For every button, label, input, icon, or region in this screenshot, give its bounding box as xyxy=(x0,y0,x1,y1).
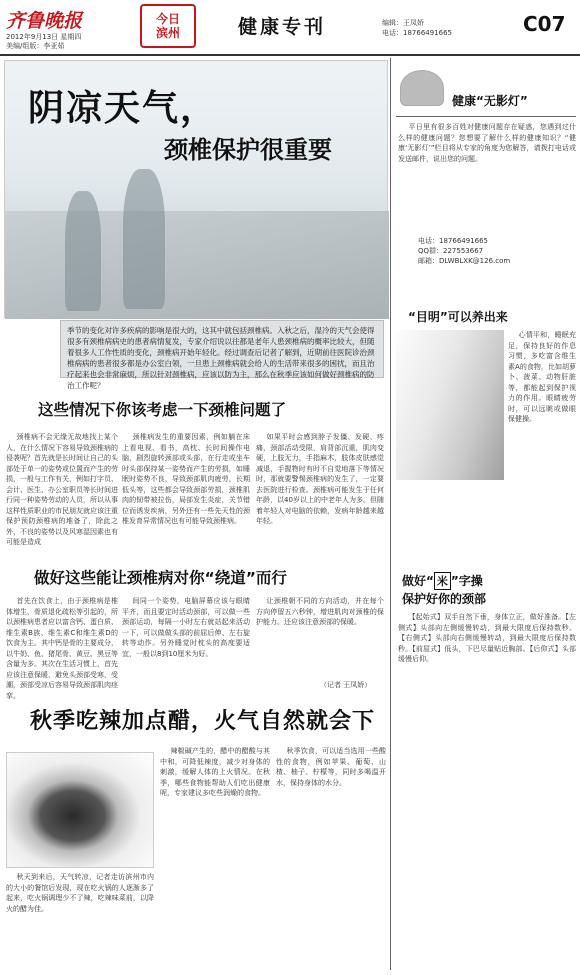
section2-signoff: （记者 王凤娇） xyxy=(320,681,372,689)
box3-text: 【起始式】双手自然下垂，身体立正，做好准备。【左侧式】头部向左侧缓慢转动，到最大限度后保持数秒。【右侧式】头部向右侧缓慢转动，到最大限度后保持数秒。【前屈式】低头，下巴尽量贴近胸部。【后仰式】头部缓慢后仰。 xyxy=(398,613,576,663)
section1-col3: 如果平时会感到脖子发僵、发硬、疼痛，颈部活动受限，肩背部沉重，肌肉变硬，上肢无力，手指麻木，肢体皮肤感觉减退，手握物时有时不自觉地落下等情况时，那就要警惕颈椎病的发生了，一定要去医院进行检查。颈椎病可能发生于任何年龄，以40岁以上的中老年人为多。但随着年轻人对电脑的依赖，发病年龄越来越年轻。 xyxy=(256,433,384,525)
date-text: 2012年9月13日 星期四 xyxy=(6,33,82,41)
section3-col1: 秋天到来后，天气转凉，记者走访滨州市内的大小的餐馆后发现，现在吃火锅的人逐渐多了起来，吃火锅调理少不了辣，吃辣味菜前，以降火的醋为佳。 xyxy=(6,873,154,913)
box1-text: 平日里有很多百姓对健康问题存在疑惑，您遇到过什么样的健康问题？您想要了解什么样的健康知识？“健康‘无影灯’”栏目将从专家的角度为您解答，请拨打电话或发送邮件，说出您的问题。 xyxy=(398,123,576,163)
section-title: 健康专刊 xyxy=(238,16,327,38)
section2-col3: 让颈椎朝不同的方向活动，并在每个方向停留五六秒钟，增进肌肉对颈椎的保护能力。还应该注意颈部的保暖。 xyxy=(256,597,384,626)
header-divider xyxy=(0,54,580,56)
section1-col2: 颈椎病发生的重要因素，例如躺在床上看电视、看书，高枕、长时间操作电脑，剧烈旋转颈部或头部，在行走或坐车时头部保持某一姿势而产生的劳损，如睡眠时姿势不良，导致颈部肌肉疲劳，长期低头等，这些都会导致颈部劳损，颈椎肌肉的韧带被拉伤，局部发生炎症，关节错位而诱发疾病，另外还有一些先天性的颈椎发育异常情况也有可能导致颈椎病。 xyxy=(122,433,250,525)
editor-name: 编辑：王凤娇 xyxy=(382,19,424,27)
editor-phone: 电话：18766491665 xyxy=(382,29,452,37)
box1-phone: 电话：18766491665 xyxy=(418,237,488,245)
seal-line2: 滨州 xyxy=(155,26,180,40)
vinegar-photo xyxy=(6,752,154,868)
section2-col2: 间同一个姿势，电脑屏幕应该与眼睛平齐，而且要定时活动颈部，可以做一些颈部运动，每隔一小时左右就站起来活动一下，可以做做头部的前屈后伸、左右旋转等动作。另外睡觉时枕头的高度要适宜，一般以8到10厘米为好。 xyxy=(122,597,250,658)
box1-mail: 邮箱：DLWBLXK@126.com xyxy=(418,257,511,265)
box1-qq: QQ群：227553667 xyxy=(418,247,484,255)
issue-date xyxy=(6,33,81,51)
column-divider xyxy=(390,58,391,970)
box2-text: 心情平和，睡眠充足，保持良好的作息习惯，多吃富含维生素A的食物，比如胡萝卜、菠菜、动物肝脏等，都能起到保护视力的作用。眼睛疲劳时，可以远眺或做眼保健操。 xyxy=(508,331,576,423)
box3-title2: 保护好你的颈部 xyxy=(402,592,487,606)
box3-title xyxy=(402,572,483,590)
section3-col2: 辣椒碱产生的，醋中的醋酸与其中和，可降低辣度，减少对身体的刺激，缓解人体的上火情况。在秋季，哪些食物能帮助人们吃出健康呢，专家建议多吃些润燥的食物。 xyxy=(160,747,270,797)
box1-title: 健康“无影灯” xyxy=(452,94,528,108)
section-seal xyxy=(140,4,196,48)
box1-divider xyxy=(396,116,576,117)
box2-title: “目明”可以养出来 xyxy=(408,310,508,324)
section2-col1: 首先在饮食上，由于颈椎病是椎体增生，骨质退化疏松等引起的，所以颈椎病患者应以富含钙、蛋白质、维生素B族、维生素C和维生素D的饮食为主。其中钙是骨的主要成分，以牛奶、鱼、猪尾骨、黄豆、黑豆等含量为多。其次在生活习惯上，首先应该注意保暖，避免头颈部受寒，受潮，颈部受凉后容易导致颈部肌肉痉挛。 xyxy=(6,597,118,700)
section1-title: 这些情况下你该考虑一下颈椎问题了 xyxy=(38,401,287,419)
section2-title: 做好这些能让颈椎病对你“绕道”而行 xyxy=(34,569,287,587)
runner-figure xyxy=(65,191,101,311)
box3-title-b: ”字操 xyxy=(450,574,483,588)
section1-col1: 颈椎病不会无缘无故地找上某个人，在什么情况下容易导致颈椎病的侵袭呢？首先就是长时间让自己的头部处于单一的姿势或位置而产生的劳损，一般与工作有关，例如打字员、会计、医生、办公室职员等长时间进行同一种姿势劳动的人员，所以从事这样性质职业的市民朋友就应该注重保护预防颈椎病的堆备了，除此之外，不良的姿势以及风寒湿因素也有可能是造成 xyxy=(6,433,118,546)
section3-col3: 秋季饮食，可以适当选用一些酸性的食物，例如苹果、葡萄、山楂、柚子、柠檬等，同时多喝温开水，保持身体的水分。 xyxy=(276,747,386,787)
lamp-icon xyxy=(400,70,444,106)
lead-subheadline: 颈椎保护很重要 xyxy=(164,136,332,164)
lead-intro: 季节的变化对许多疾病的影响是很大的，这其中就包括颈椎病。入秋之后，湿冷的天气会使得很多有颈椎病病史的患者病情复发，专家介绍说以往都是老年人患颈椎病的概率比较大，但随着很多人工作性质的变化，颈椎病开始年轻化。经过调查后记者了解到，近期前往医院诊治颈椎病病的患者很多都是办公室白领，一旦患上颈椎病就会给人的生活带来很多的困扰，而且治疗起来也会非常麻烦，所以针对颈椎病，应该以防为主，那么在秋季应该如何做好颈椎病的防治工作呢？ xyxy=(60,320,384,378)
seal-line1: 今日 xyxy=(155,12,180,26)
staff-text: 美编/组版：李亚茹 xyxy=(6,42,65,50)
runner-figure xyxy=(123,169,165,309)
page-number: C07 xyxy=(523,12,566,36)
lead-headline: 阴凉天气， xyxy=(28,88,219,129)
road-area xyxy=(5,211,389,319)
box3-title-a: 做好“ xyxy=(402,574,434,588)
section3-title: 秋季吃辣加点醋，火气自然就会下 xyxy=(30,709,376,734)
box1-contacts xyxy=(418,236,510,266)
editor-info xyxy=(382,18,452,38)
newspaper-logo: 齐鲁晚报 xyxy=(6,10,83,32)
box3-title-mark: 米 xyxy=(434,572,451,590)
eye-photo xyxy=(396,330,504,480)
